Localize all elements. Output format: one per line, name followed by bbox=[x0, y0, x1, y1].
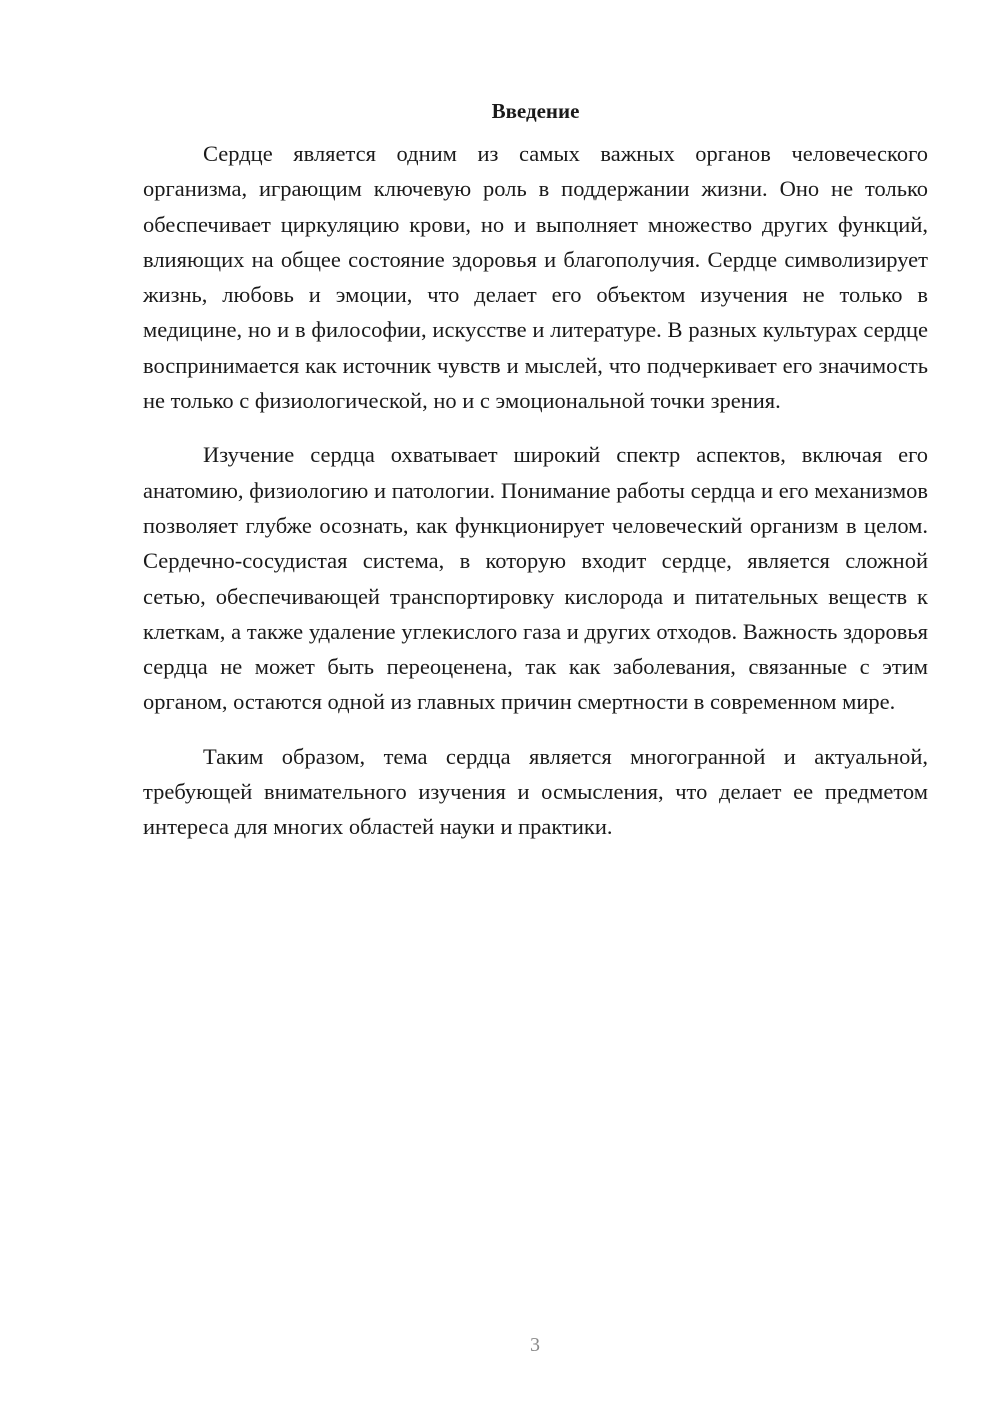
paragraph-1: Сердце является одним из самых важных органов человеческого организма, играющим ключевую роль в поддержании жизни. Оно не только обеспечивает циркуляцию крови, но и выполняет множество других функций, влияющих на общее состояние здоровья и благополучия. Сердце символизирует жизнь, любовь и эмоции, что делает его объектом изучения не только в медицине, но и в философии, искусстве и литературе. В разных культурах сердце воспринимается как источник чувств и мыслей, что подчеркивает его значимость не только с физиологической, но и с эмоциональной точки зрения. bbox=[143, 141, 928, 414]
section-title: Введение bbox=[491, 99, 580, 123]
page-number: 3 bbox=[530, 1334, 540, 1356]
page-content bbox=[143, 96, 928, 864]
paragraph-2: Изучение сердца охватывает широкий спектр аспектов, включая его анатомию, физиологию и патологии. Понимание работы сердца и его механизмов позволяет глубже осознать, как функционирует человеческий организм в целом. Сердечно-сосудистая система, в которую входит сердце, является сложной сетью, обеспечивающей транспортировку кислорода и питательных веществ к клеткам, а также удаление углекислого газа и других отходов. Важность здоровья сердца не может быть переоценена, так как заболевания, связанные с этим органом, остаются одной из главных причин смертности в современном мире. bbox=[143, 442, 928, 715]
paragraph-3: Таким образом, тема сердца является многогранной и актуальной, требующей внимательного изучения и осмысления, что делает ее предметом интереса для многих областей науки и практики. bbox=[143, 743, 928, 840]
